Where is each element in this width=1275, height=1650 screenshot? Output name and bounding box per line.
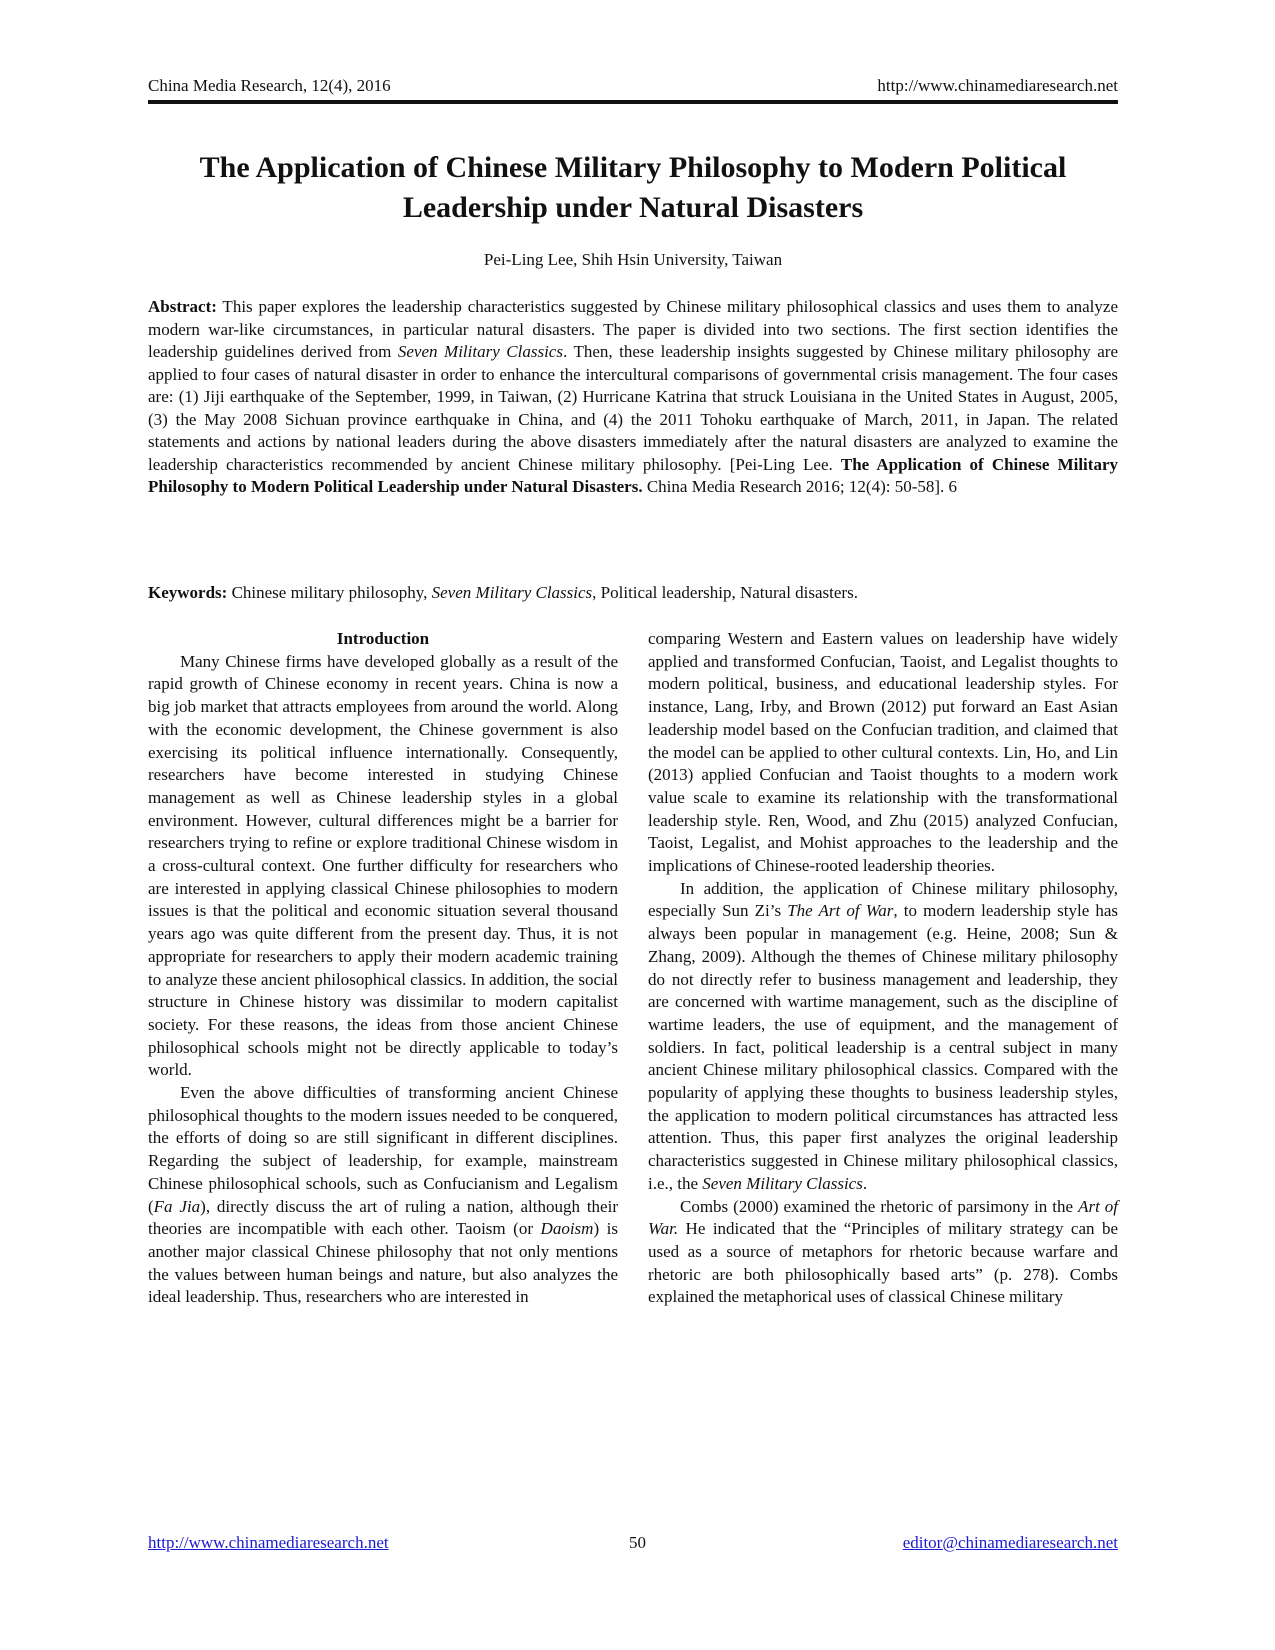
keywords xyxy=(148,582,1118,604)
intro-p4-text: Combs (2000) examined the rhetoric of parsimony in the xyxy=(680,1196,1079,1216)
keywords-text-cont: , Political leadership, Natural disasters. xyxy=(592,583,858,602)
intro-p2-text-c: ) is another major classical Chinese philosophy that not only mentions the values between human beings and nature, but also analyzes the ideal leadership. Thus, researchers who are interested in xyxy=(148,1219,618,1307)
footer-website-link[interactable]: http://www.chinamediaresearch.net xyxy=(148,1533,389,1552)
term-seven-military-classics: Seven Military Classics xyxy=(702,1173,863,1193)
intro-paragraph-4 xyxy=(648,1196,1118,1310)
right-column xyxy=(648,628,1118,1309)
citation-source: China Media Research 2016; 12(4): 50-58]. 6 xyxy=(642,477,958,496)
intro-paragraph-2-continued: comparing Western and Eastern values on leadership have widely applied and transformed Confucian, Taoist, and Legalist thoughts to modern political, business, and educational leadership styles. For instance, Lang, Irby, and Brown (2012) put forward an East Asian leadership model based on the Confucian tradition, and claimed that the model can be applied to other cultural contexts. Lin, Ho, and Lin (2013) applied Confucian and Taoist thoughts to a modern work value scale to examine its relationship with the transformational leadership style. Ren, Wood, and Zhu (2015) analyzed Confucian, Taoist, Legalist, and Mohist approaches to the leadership and the implications of Chinese-rooted leadership theories. xyxy=(648,629,1118,876)
left-column xyxy=(148,628,618,1309)
author-line: Pei-Ling Lee, Shih Hsin University, Taiwan xyxy=(483,250,783,269)
abstract-label: Abstract: xyxy=(148,297,217,316)
keywords-classics: Seven Military Classics xyxy=(431,583,593,602)
intro-paragraph-2 xyxy=(148,1082,618,1309)
abstract xyxy=(148,296,1118,499)
intro-p3-text: In addition, the application of Chinese military philosophy, especially Sun Zi’s xyxy=(648,878,1118,921)
abstract-classics: Seven Military Classics xyxy=(397,342,563,361)
term-art-of-war-2: Art of War. xyxy=(648,1196,1118,1239)
section-heading-introduction: Introduction xyxy=(336,629,430,648)
intro-p4-text-b: He indicated that the “Principles of military strategy can be used as a source of metaphors for rhetoric because warfare and rhetoric are both philosophically based arts” (p. 278). Combs explained the metaphorical uses of classical Chinese military xyxy=(648,1219,1118,1307)
paper-title: The Application of Chinese Military Philosophy to Modern Political Leadership under Natural Disasters xyxy=(199,151,1067,224)
intro-paragraph-1: Many Chinese firms have developed globally as a result of the rapid growth of Chinese economy in recent years. China is now a big job market that attracts employees from around the world. Along with the economic development, the Chinese government is also exercising its political influence internationally. Consequently, researchers have become interested in studying Chinese management as well as Chinese leadership styles in a global environment. However, cultural differences might be a barrier for researchers trying to refine or explore traditional Chinese wisdom in a cross-cultural context. One further difficulty for researchers who are interested in applying classical Chinese philosophies to modern issues is that the political and economic situation several thousand years ago was quite different from the present day. Thus, it is not appropriate for researchers to apply their modern academic training to analyze these ancient philosophical classics. In addition, the social structure in Chinese history was dissimilar to modern capitalist society. For these reasons, the ideas from those ancient Chinese philosophical schools might not be directly applicable to today’s world. xyxy=(148,651,618,1080)
footer-email-link[interactable]: editor@chinamediaresearch.net xyxy=(902,1533,1118,1552)
running-header xyxy=(148,76,1118,96)
keywords-text: Chinese military philosophy, xyxy=(227,583,432,602)
journal-url: http://www.chinamediaresearch.net xyxy=(877,76,1118,95)
intro-p3-text-b: , to modern leadership style has always been popular in management (e.g. Heine, 2008; Sun & Zhang, 2009). Although the themes of Chinese military philosophy do not directly refer to business management and leadership, they are concerned with wartime management, such as the discipline of wartime leaders, the use of equipment, and the management of soldiers. In fact, political leadership is a central subject in many ancient Chinese military philosophical classics. Compared with the popularity of applying these thoughts to business leadership styles, the application to modern political circumstances has attracted less attention. Thus, this paper first analyzes the original leadership characteristics suggested in Chinese military philosophical classics, i.e., the xyxy=(648,901,1119,1193)
term-fa-jia: Fa Jia xyxy=(153,1196,201,1216)
abstract-text-cont: . Then, these leadership insights suggested by Chinese military philosophy are applied to four cases of natural disaster in order to enhance the intercultural comparisons of governmental crisis management. The four cases are: (1) Jiji earthquake of the September, 1999, in Taiwan, (2) Hurricane Katrina that struck Louisiana in the United States in August, 2005, (3) the May 2008 Sichuan province earthquake in China, and (4) the 2011 Tohoku earthquake of March, 2011, in Japan. The related statements and actions by national leaders during the above disasters immediately after the natural disasters are analyzed to examine the leadership characteristics recommended by ancient Chinese military philosophy. [Pei-Ling Lee. xyxy=(148,342,1119,474)
journal-citation: China Media Research, 12(4), 2016 xyxy=(148,76,391,95)
intro-p2-text: Even the above difficulties of transforming ancient Chinese philosophical thoughts to the modern issues needed to be conquered, the efforts of doing so are still significant in different disciplines. Regarding the subject of leadership, for example, mainstream Chinese philosophical schools, such as Confucianism and Legalism ( xyxy=(148,1083,618,1216)
header-rule xyxy=(148,100,1118,104)
intro-p3-text-c: . xyxy=(862,1173,868,1193)
keywords-label: Keywords: xyxy=(148,583,228,602)
term-daoism: Daoism xyxy=(540,1219,594,1239)
citation-title: The Application of Chinese Military Philosophy to Modern Political Leadership under Natural Disasters. xyxy=(148,454,1118,496)
term-art-of-war: The Art of War xyxy=(787,901,894,921)
page-number: 50 xyxy=(629,1533,646,1552)
intro-p2-text-b: ), directly discuss the art of ruling a nation, although their theories are incompatible with each other. Taoism (or xyxy=(148,1196,618,1239)
intro-paragraph-3 xyxy=(648,878,1118,1196)
abstract-text: This paper explores the leadership characteristics suggested by Chinese military philosophical classics and uses them to analyze modern war-like circumstances, in particular natural disasters. The paper is divided into two sections. The first section identifies the leadership guidelines derived from xyxy=(148,297,1118,361)
